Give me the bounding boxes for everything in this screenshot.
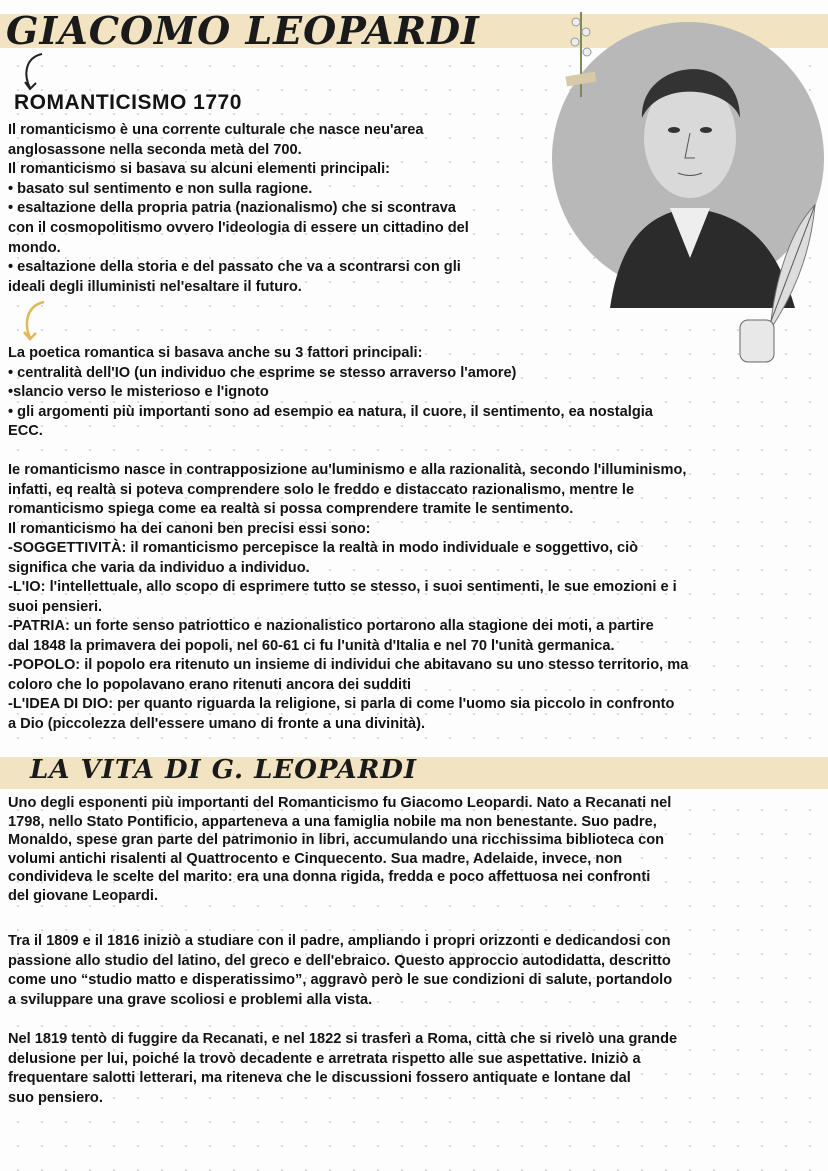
text-line: romanticismo spiega come ea realtà si possa comprendere tramite le sentimento.	[8, 501, 574, 517]
text-line: delusione per lui, poiché la trovò decadente e arretrata rispetto alle sue aspettative. Iniziò a	[8, 1050, 641, 1067]
text-line: ECC.	[8, 423, 43, 440]
text-line: mondo.	[8, 239, 61, 256]
text-line: • esaltazione della storia e del passato che va a scontrarsi con gli	[8, 259, 461, 276]
text-line: condivideva le scelte del marito: era una donna rigida, fredda e poco affettuosa nei confronti	[8, 869, 651, 886]
text-line: suo pensiero.	[8, 1089, 103, 1106]
curved-arrow-icon	[20, 50, 50, 94]
text-line: frequentare salotti letterari, ma riteneva che le discussioni fossero antiquate e lontane dal	[8, 1070, 631, 1086]
text-line: ideali degli illuministi nel'esaltare il futuro.	[8, 278, 302, 295]
text-line: suoi pensieri.	[8, 598, 103, 615]
quill-inkwell-icon	[730, 200, 825, 370]
text-line: coloro che lo popolavano erano ritenuti ancora dei sudditi	[8, 676, 412, 693]
text-line: volumi antichi risalenti al Quattrocento e Cinquecento. Sua madre, Adelaide, invece, non	[8, 850, 623, 867]
text-line: significa che varia da individuo a individuo.	[8, 559, 310, 576]
text-line: • basato sul sentimento e non sulla ragione.	[8, 180, 313, 197]
text-line: -SOGGETTIVITÀ: il romanticismo percepisce la realtà in modo individuale e soggettivo, ciò	[8, 540, 639, 556]
text-line: Nel 1819 tentò di fuggire da Recanati, e nel 1822 si trasferì a Roma, città che si rivelò una grande	[8, 1031, 678, 1047]
text-line: La poetica romantica si basava anche su 3 fattori principali:	[8, 345, 423, 361]
text-line: • centralità dell'IO (un individuo che esprime se stesso arraverso l'amore)	[8, 364, 517, 381]
curved-arrow-icon	[18, 298, 48, 344]
section-heading-romanticismo: ROMANTICISMO 1770	[14, 91, 242, 114]
text-line: a Dio (piccolezza dell'essere umano di fronte a una divinità).	[8, 715, 426, 732]
vita-paragraph-2	[8, 932, 672, 1010]
text-line: -L'IDEA DI DIO: per quanto riguarda la religione, si parla di come l'uomo sia piccolo in confronto	[8, 696, 675, 712]
text-line: -L'IO: l'intellettuale, allo scopo di esprimere tutto se stesso, i suoi sentimenti, le sue emozioni e i	[8, 579, 677, 595]
vita-paragraph-1	[8, 794, 671, 906]
text-line: dal 1848 la primavera dei popoli, nel 60-61 ci fu l'unità d'Italia e nel 70 l'unità germanica.	[8, 637, 615, 654]
text-line: anglosassone nella seconda metà del 700.	[8, 141, 302, 158]
flower-sprig-icon	[556, 2, 606, 102]
text-line: come uno “studio matto e disperatissimo”, aggravò però le sue condizioni di salute, portandolo	[8, 972, 673, 988]
text-line: Il romanticismo si basava su alcuni elementi principali:	[8, 161, 390, 178]
text-line: a sviluppare una grave scoliosi e problemi alla vista.	[8, 991, 373, 1008]
text-line: • gli argomenti più importanti sono ad esempio ea natura, il cuore, il sentimento, ea nostalgia	[8, 403, 653, 420]
vita-paragraph-3	[8, 1030, 677, 1108]
text-line: 1798, nello Stato Pontificio, apparteneva a una famiglia nobile ma non benestante. Suo padre,	[8, 813, 657, 830]
text-line: passione allo studio del latino, del greco e dell'ebraico. Questo approccio autodidatta, descritto	[8, 952, 671, 969]
text-line: Ie romanticismo nasce in contrapposizione au'luminismo e alla razionalità, secondo l'illuminismo,	[8, 462, 687, 478]
intro-paragraph	[8, 121, 469, 297]
text-line: •slancio verso le misterioso e l'ignoto	[8, 384, 269, 401]
text-line: Il romanticismo ha dei canoni ben precisi essi sono:	[8, 520, 371, 537]
text-line: -PATRIA: un forte senso patriottico e nazionalistico portarono alla stagione dei moti, a partire	[8, 618, 654, 634]
text-line: con il cosmopolitismo ovvero l'ideologia di essere un cittadino del	[8, 219, 469, 236]
text-line: Tra il 1809 e il 1816 iniziò a studiare con il padre, ampliando i propri orizzonti e dedicandosi con	[8, 933, 671, 949]
poetica-paragraph	[8, 344, 653, 442]
text-line: Monaldo, spese gran parte del patrimonio in libri, accumulando una ricchissima biblioteca con	[8, 832, 665, 849]
text-line: -POPOLO: il popolo era ritenuto un insieme di individui che abitavano su uno stesso territorio, ma	[8, 657, 689, 673]
text-line: infatti, eq realtà si poteva comprendere solo le freddo e distaccato razionalismo, mentre le	[8, 481, 635, 498]
text-line: del giovane Leopardi.	[8, 887, 159, 904]
text-line: Il romanticismo è una corrente culturale che nasce neu'area	[8, 122, 424, 138]
section-heading-vita: LA VITA DI G. LEOPARDI	[30, 755, 418, 785]
page-title: GIACOMO LEOPARDI	[6, 8, 480, 53]
text-line: Uno degli esponenti più importanti del Romanticismo fu Giacomo Leopardi. Nato a Recanati nel	[8, 795, 672, 811]
canoni-paragraph	[8, 461, 688, 734]
text-line: • esaltazione della propria patria (nazionalismo) che si scontrava	[8, 200, 456, 217]
